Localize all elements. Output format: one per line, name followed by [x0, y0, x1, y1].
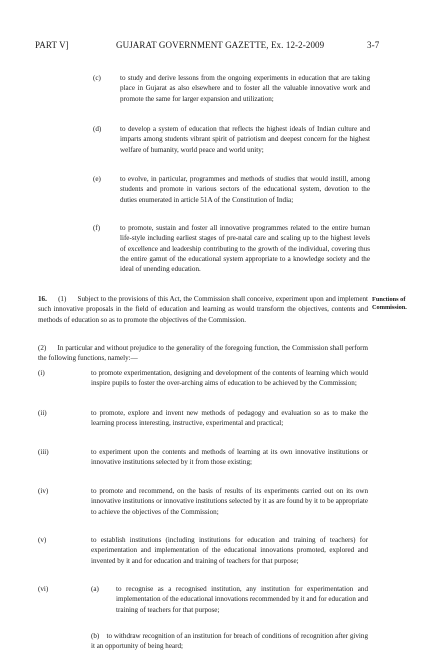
subsection-1-text: Subject to the provisions of this Act, the Commission shall conceive, experiment upon and implement such innovative proposals in the field of education and learning as would transform the objectives, contents and methods of education so as to promote the objectives of the Commission. — [38, 295, 369, 324]
function-vi-b-paragraph — [91, 631, 368, 652]
subsection-2-label: (2) — [38, 344, 47, 352]
function-v-label: (v) — [38, 536, 47, 544]
function-vi-label: (vi) — [38, 585, 49, 593]
subsection-2-text: In particular and without prejudice to the generality of the foregoing function, the Commission shall perform the following functions, namely:— — [38, 344, 368, 363]
section-16-paragraph — [38, 294, 368, 325]
margin-note: Functions of Commission. — [372, 296, 407, 312]
clause-c-text: to study and derive lessons from the ongoing experiments in education that are taking place in Gujarat as also elsewhere and to foster all the valuable innovative work and promote the same for larger expansion and utilization; — [120, 74, 370, 103]
section-number: 16. — [38, 295, 47, 303]
clause-d-label: (d) — [93, 125, 102, 133]
function-iii-text: to experiment upon the contents and methods of learning at its own innovative institutions or innovative institutions selected by it from those existing; — [91, 448, 368, 467]
page-number: 3-7 — [367, 40, 380, 50]
function-iv-label: (iv) — [38, 487, 49, 495]
clause-c-label: (c) — [93, 74, 101, 82]
clause-e-text: to evolve, in particular, programmes and methods of studies that would instill, among students and promote in various sectors of the educational system, devotion to the duties enumerated in article 51A of the Constitution of India; — [120, 175, 370, 204]
function-vi-a-label: (a) — [91, 585, 99, 593]
function-v-text: to establish institutions (including institutions for education and training of teachers) for experimentation and implementation of the educational innovations promoted, explored and invented by it and for education and training of teachers for that purpose; — [91, 536, 368, 565]
clause-d-text: to develop a system of education that reflects the highest ideals of Indian culture and imparts among students vibrant spirit of patriotism and deepest concern for the highest welfare of humanity, world peace and world unity; — [120, 125, 370, 154]
function-iii-label: (iii) — [38, 448, 49, 456]
function-i-text: to promote experimentation, designing and development of the contents of learning which would inspire pupils to foster the over-arching aims of education to be achieved by the Commission; — [91, 369, 368, 388]
function-vi-b-text: to withdraw recognition of an institution for breach of conditions of recognition after giving it an opportunity of being heard; — [91, 632, 368, 651]
subsection-2-paragraph — [38, 343, 368, 364]
function-iv-text: to promote and recommend, on the basis of results of its experiments carried out on its own innovative institutions or innovative institutions selected by it as are found by it to be appropriate to achieve the objectives of the Commission; — [91, 487, 368, 516]
clause-f-text: to promote, sustain and foster all innovative programmes related to the entire human life-style including earliest stages of pre-natal care and scaling up to the highest levels of excellence and leadership contributing to the growth of the individual, covering thus the entire gamut of the educational system appropriate to a knowledge society and the ideal of unending education. — [120, 224, 370, 274]
subsection-1-label: (1) — [58, 295, 67, 303]
function-vi-a-text: to recognise as a recognised institution, any institution for experimentation and implementation of the educational innovations recommended by it and for education and training of teachers for that purpose; — [116, 585, 368, 614]
clause-e-label: (e) — [93, 175, 101, 183]
function-vi-b-label: (b) — [91, 632, 100, 640]
gazette-title: GUJARAT GOVERNMENT GAZETTE, Ex. 12-2-2009 — [116, 40, 325, 50]
function-ii-label: (ii) — [38, 409, 47, 417]
clause-f-label: (f) — [93, 224, 101, 232]
function-i-label: (i) — [38, 369, 45, 377]
function-ii-text: to promote, explore and invent new methods of pedagogy and evaluation so as to make the learning process interesting, instructive, experimental and practical; — [91, 409, 368, 428]
part-label: PART V] — [35, 40, 69, 50]
